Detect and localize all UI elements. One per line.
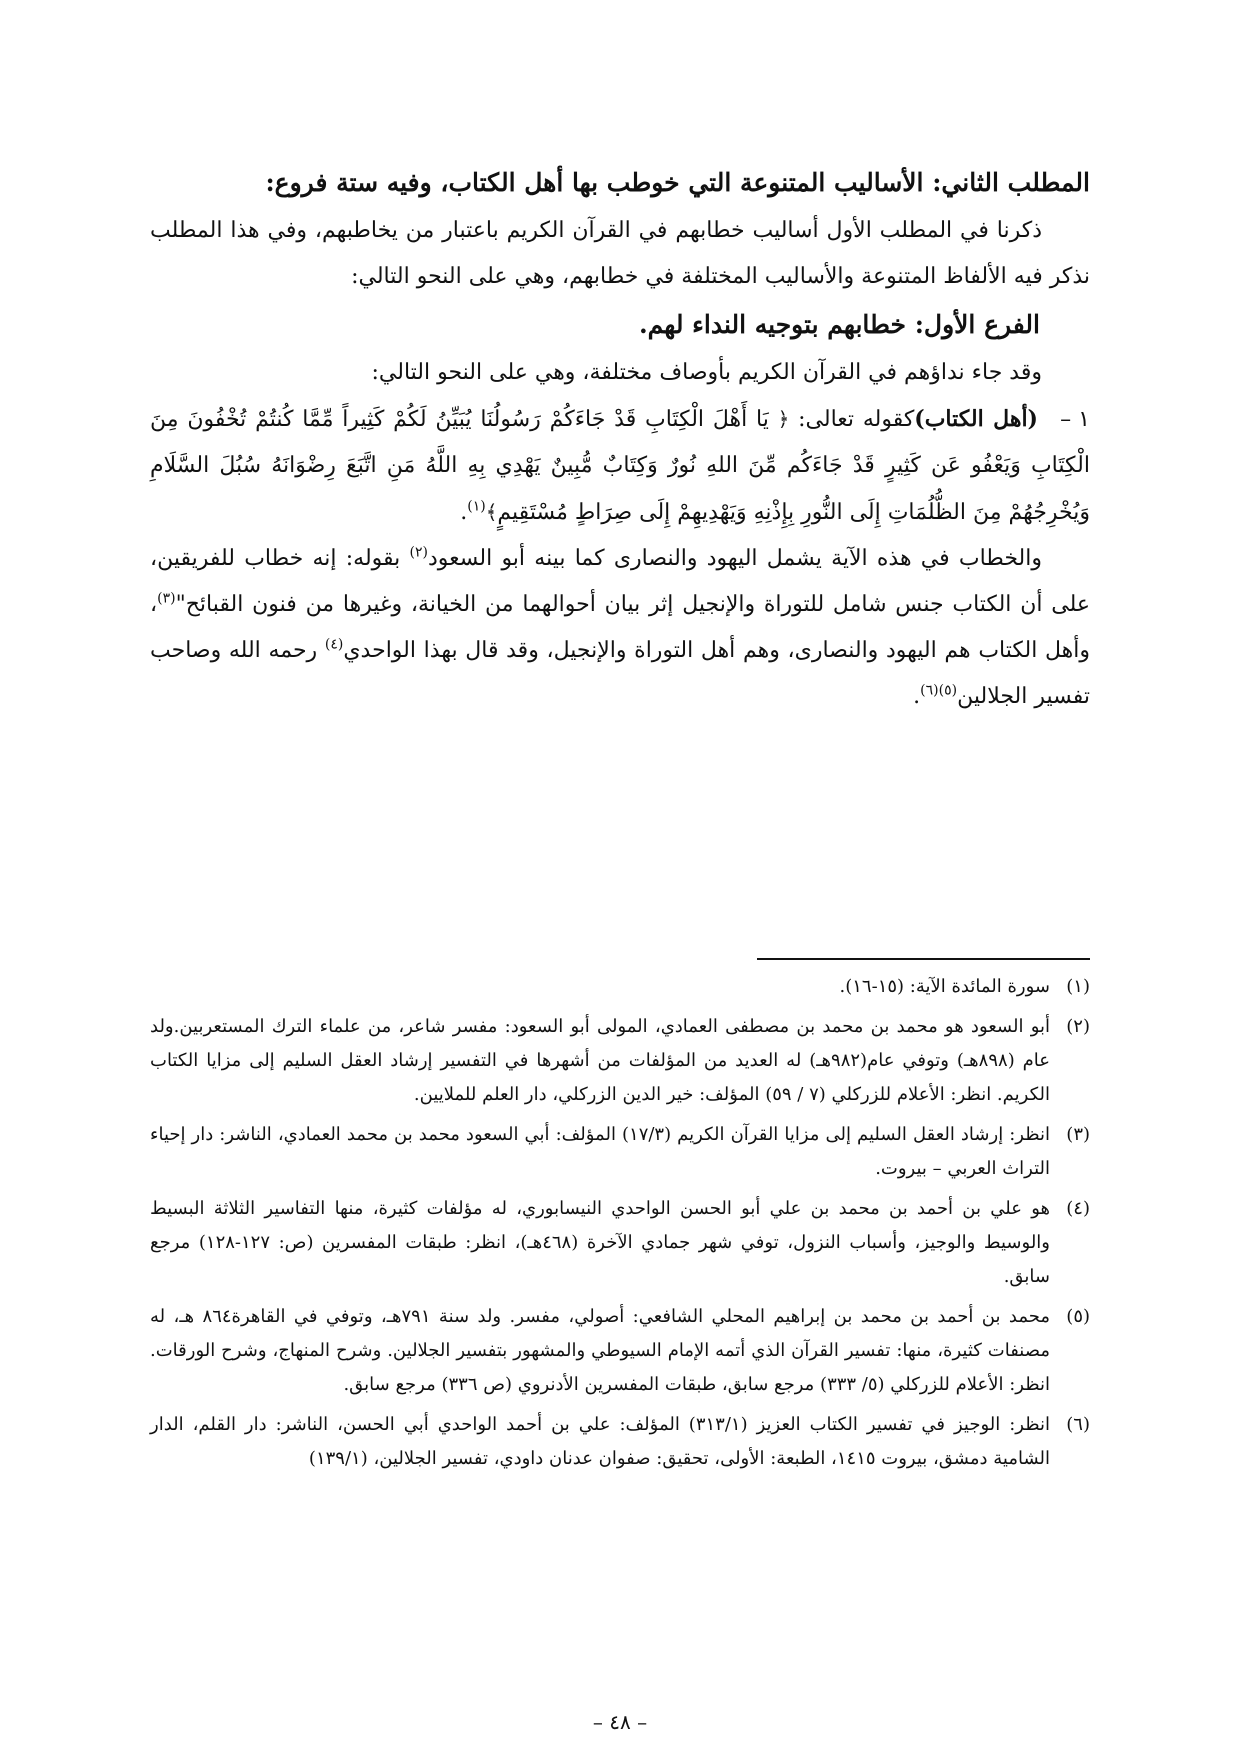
intro-paragraph: ذكرنا في المطلب الأول أساليب خطابهم في القرآن الكريم باعتبار من يخاطبهم، وفي هذا المطلب نذكر فيه الألفاظ المتنوعة والأساليب المختلفة في خطابهم، وهي على النحو التالي: <box>150 218 1090 289</box>
footnote-ref-4[interactable]: (٤) <box>324 636 344 653</box>
footnote-text: هو علي بن أحمد بن محمد بن علي أبو الحسن الواحدي النيسابوري، له مؤلفات كثيرة، منها التفاسير الثلاثة البسيط والوسيط والوجيز، وأسباب النزول، توفي شهر جمادي الآخرة (٤٦٨هـ)، انظر: طبقات المفسرين (ص: ١٢٧-١٢٨) مرجع سابق. <box>150 1198 1050 1287</box>
list-item-label: (أهل الكتاب) <box>914 406 1038 432</box>
page-number: – ٤٨ – <box>592 1710 648 1734</box>
subsection-heading: الفرع الأول: خطابهم بتوجيه النداء لهم. <box>638 310 1040 339</box>
list-item-lead: كقوله تعالى: <box>798 407 915 432</box>
footnote-ref-2[interactable]: (٢) <box>409 544 428 561</box>
footnote-number: (٣) <box>1066 1124 1091 1145</box>
footnote-3 <box>150 1118 1090 1186</box>
footnote-4 <box>150 1192 1090 1294</box>
explanation-text-c: ، وأهل الكتاب هم اليهود والنصارى، وهم أهل التوراة والإنجيل، وقد قال بهذا الواحدي <box>150 592 1090 663</box>
explanation-text-b: بقوله: إنه خطاب للفريقين، على أن الكتاب جنس شامل للتوراة والإنجيل إثر بيان أحوالهما من الخيانة، وغيرها من فنون القبائح" <box>150 546 1090 617</box>
footnote-1 <box>150 970 1090 1004</box>
footnote-ref-1[interactable]: (١) <box>467 498 486 515</box>
footnote-separator <box>757 958 1090 960</box>
footnote-number: (٦) <box>1066 1414 1090 1435</box>
footnote-text: انظر: إرشاد العقل السليم إلى مزايا القرآن الكريم (١٧/٣) المؤلف: أبي السعود محمد بن محمد العمادي، الناشر: دار إحياء التراث العربي – بيروت. <box>150 1124 1051 1179</box>
quran-open-bracket: ﴿ <box>777 407 790 431</box>
footnote-text: محمد بن أحمد بن محمد بن إبراهيم المحلي الشافعي: أصولي، مفسر. ولد سنة ٧٩١هـ، وتوفي في القاهرة٨٦٤ هـ، له مصنفات كثيرة، منها: تفسير القرآن الذي أتمه الإمام السيوطي والمشهور بتفسير الجلالين. وشرح المنهاج، وشرح الورقات. انظر: الأعلام للزركلي (٥/ ٣٣٣) مرجع سابق، طبقات المفسرين الأدنروي (ص ٣٣٦) مرجع سابق. <box>150 1306 1051 1395</box>
list-item-end: . <box>460 500 468 525</box>
quran-verse: يَا أَهْلَ الْكِتَابِ قَدْ جَاءَكُمْ رَسُولُنَا يُبَيِّنُ لَكُمْ كَثِيراً مِّمَّا كُنتُمْ تُخْفُونَ مِنَ الْكِتَابِ وَيَعْفُو عَن كَثِيرٍ قَدْ جَاءَكُم مِّنَ اللهِ نُورٌ وَكِتَابٌ مُّبِينٌ يَهْدِي بِهِ اللَّهُ مَنِ اتَّبَعَ رِضْوَانَهُ سُبُلَ السَّلَامِ وَيُخْرِجُهُمْ مِنَ الظُّلُمَاتِ إِلَى النُّورِ بِإِذْنِهِ وَيَهْدِيهِمْ إِلَى صِرَاطٍ مُسْتَقِيمٍ <box>150 407 1090 525</box>
list-item-ahl-al-kitab <box>150 396 1090 536</box>
footnote-6 <box>150 1408 1090 1476</box>
footnote-text: أبو السعود هو محمد بن محمد بن مصطفى العمادي، المولى أبو السعود: مفسر شاعر، من علماء الترك المستعربين.ولد عام (٨٩٨هـ) وتوفي عام(٩٨٢هـ) له العديد من المؤلفات من أشهرها في التفسير إرشاد العقل السليم إلى مزايا الكتاب الكريم. انظر: الأعلام للزركلي (٧ / ٥٩) المؤلف: خير الدين الزركلي، دار العلم للملايين. <box>150 1016 1050 1105</box>
footnote-ref-6[interactable]: (٦) <box>920 682 939 699</box>
explanation-text-d: رحمه الله وصاحب تفسير الجلالين <box>150 638 1090 709</box>
footnote-ref-3[interactable]: (٣) <box>157 590 176 607</box>
section-heading: المطلب الثاني: الأساليب المتنوعة التي خوطب بها أهل الكتاب، وفيه ستة فروع: <box>265 168 1090 197</box>
footnote-text: انظر: الوجيز في تفسير الكتاب العزيز (٣١٣/١) المؤلف: علي بن أحمد الواحدي أبي الحسن، الناشر: دار القلم، الدار الشامية دمشق، بيروت ١٤١٥، الطبعة: الأولى، تحقيق: صفوان عدنان داودي، تفسير الجلالين، (١٣٩/١) <box>150 1414 1050 1469</box>
explanation-text-a: والخطاب في هذه الآية يشمل اليهود والنصارى كما بينه أبو السعود <box>428 546 1042 571</box>
footnotes <box>150 970 1090 1482</box>
footnote-5 <box>150 1300 1090 1402</box>
footnote-text: سورة المائدة الآية: (١٥-١٦). <box>839 976 1050 997</box>
quran-close-bracket: ﴾ <box>485 500 498 524</box>
explanation-paragraph <box>150 536 1090 720</box>
footnote-number: (٤) <box>1066 1198 1090 1219</box>
footnote-number: (٢) <box>1066 1016 1090 1037</box>
footnote-2 <box>150 1010 1090 1112</box>
main-text <box>150 158 1090 720</box>
footnote-number: (٥) <box>1066 1306 1091 1327</box>
footnote-ref-5[interactable]: (٥) <box>938 682 958 699</box>
call-intro-paragraph: وقد جاء نداؤهم في القرآن الكريم بأوصاف مختلفة، وهي على النحو التالي: <box>371 360 1042 385</box>
list-item-number: ١ – <box>1060 407 1090 432</box>
footnote-number: (١) <box>1066 976 1090 997</box>
explanation-end: . <box>913 684 921 709</box>
